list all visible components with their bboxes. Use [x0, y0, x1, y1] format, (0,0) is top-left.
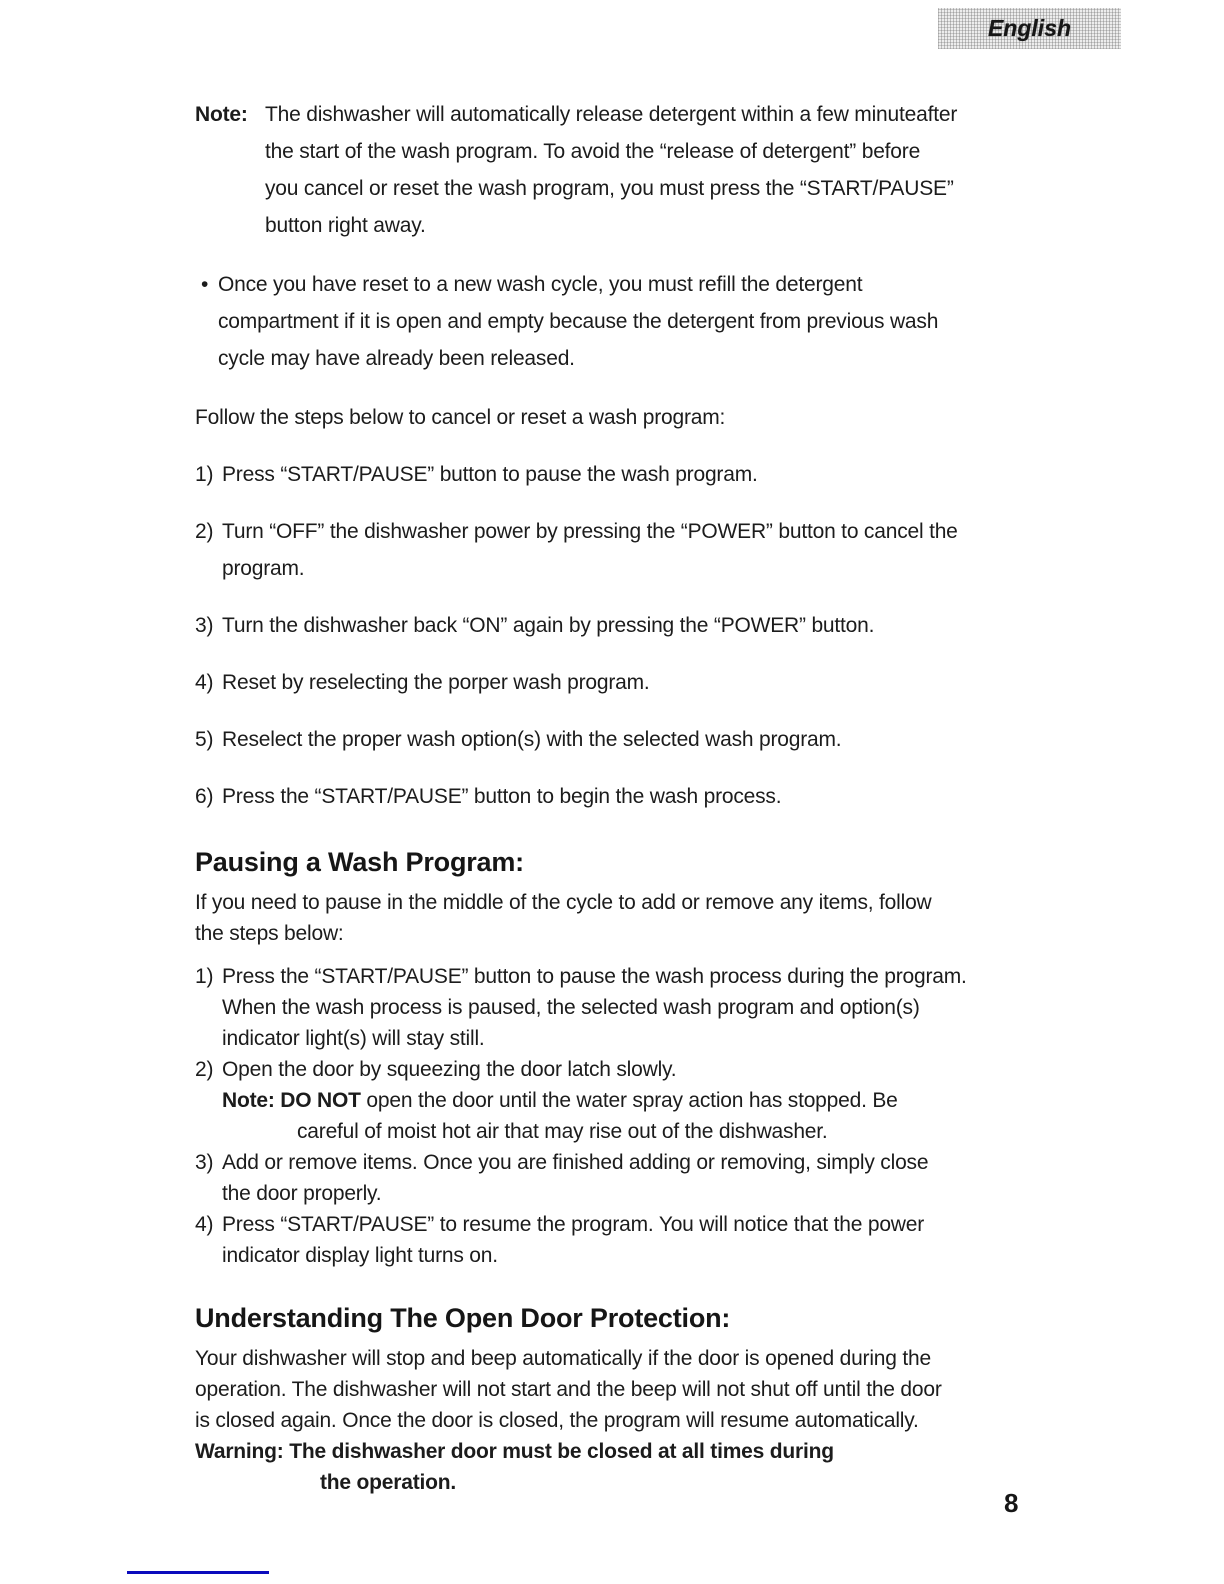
language-tab-label: English: [987, 15, 1072, 41]
text-line: button right away.: [265, 214, 426, 237]
text-line: the start of the wash program. To avoid the “release of detergent” before: [265, 140, 921, 163]
step-number: 1): [195, 965, 214, 988]
pausing-note: [195, 1085, 1025, 1147]
text-line: the door properly.: [222, 1182, 382, 1205]
note-label: Note:: [195, 103, 248, 126]
text-line: If you need to pause in the middle of the cycle to add or remove any items, follow: [195, 891, 932, 914]
text-line: Add or remove items. Once you are finished adding or removing, simply close: [222, 1151, 929, 1174]
text-line: Turn “OFF” the dishwasher power by pressing the “POWER” button to cancel the: [222, 520, 958, 543]
text-line: you cancel or reset the wash program, you must press the “START/PAUSE”: [265, 177, 954, 200]
text-line: Press “START/PAUSE” to resume the program. You will notice that the power: [222, 1213, 925, 1236]
pausing-intro: [195, 887, 1025, 949]
section-heading-pausing: Pausing a Wash Program:: [195, 847, 524, 877]
pausing-step-1: [195, 961, 1025, 1054]
text-line: Reset by reselecting the porper wash program.: [222, 671, 650, 694]
step-number: 3): [195, 1151, 214, 1174]
pausing-step-4: [195, 1209, 1025, 1271]
cancel-step-1: [195, 456, 1025, 493]
note-paragraph: [195, 96, 1025, 244]
step-number: 2): [195, 520, 214, 543]
text-line: indicator light(s) will stay still.: [222, 1027, 485, 1050]
warning-line: the operation.: [320, 1471, 457, 1494]
text-line: Reselect the proper wash option(s) with the selected wash program.: [222, 728, 842, 751]
text-line: program.: [222, 557, 305, 580]
pausing-step-2: [195, 1054, 1025, 1085]
cancel-step-4: [195, 664, 1025, 701]
text-line: Your dishwasher will stop and beep automatically if the door is opened during the: [195, 1347, 931, 1370]
cancel-step-2: [195, 513, 1025, 587]
text-line: The dishwasher will automatically release detergent within a few minuteafter: [265, 103, 958, 126]
warning-line: Warning: The dishwasher door must be closed at all times during: [195, 1440, 834, 1463]
pausing-step-3: [195, 1147, 1025, 1209]
pausing-note-rest: open the door until the water spray action has stopped. Be: [360, 1089, 898, 1112]
text-line: operation. The dishwasher will not start and the beep will not shut off until the door: [195, 1378, 942, 1401]
cancel-steps-intro: Follow the steps below to cancel or reset a wash program:: [195, 406, 726, 429]
footer-rule: [127, 1571, 269, 1574]
text-line: careful of moist hot air that may rise out of the dishwasher.: [297, 1120, 828, 1143]
text-line: Press the “START/PAUSE” button to pause the wash process during the program.: [222, 965, 967, 988]
text-line: Turn the dishwasher back “ON” again by pressing the “POWER” button.: [222, 614, 875, 637]
bullet-paragraph: [201, 266, 1025, 377]
step-number: 5): [195, 728, 214, 751]
bullet-icon: •: [201, 273, 209, 296]
text-line: Open the door by squeezing the door latch slowly.: [222, 1058, 677, 1081]
open-door-paragraph: [195, 1343, 1025, 1436]
text-line: cycle may have already been released.: [218, 347, 575, 370]
cancel-step-5: [195, 721, 1025, 758]
language-tab: [938, 8, 1121, 49]
step-number: 1): [195, 463, 214, 486]
text-line: Press the “START/PAUSE” button to begin the wash process.: [222, 785, 782, 808]
text-line: Press “START/PAUSE” button to pause the wash program.: [222, 463, 758, 486]
warning-paragraph: [195, 1436, 1025, 1498]
step-number: 4): [195, 671, 214, 694]
step-number: 4): [195, 1213, 214, 1236]
text-line: compartment if it is open and empty because the detergent from previous wash: [218, 310, 939, 333]
step-number: 3): [195, 614, 214, 637]
text-line: [222, 1085, 1025, 1116]
step-number: 6): [195, 785, 214, 808]
text-line: indicator display light turns on.: [222, 1244, 498, 1267]
pausing-note-label: Note: DO NOT: [222, 1089, 361, 1112]
cancel-step-3: [195, 607, 1025, 644]
page-number: 8: [1004, 1488, 1019, 1518]
text-line: When the wash process is paused, the selected wash program and option(s): [222, 996, 920, 1019]
text-line: the steps below:: [195, 922, 344, 945]
text-line: Once you have reset to a new wash cycle, you must refill the detergent: [218, 273, 863, 296]
section-heading-open-door: Understanding The Open Door Protection:: [195, 1303, 731, 1333]
cancel-step-6: [195, 778, 1025, 815]
text-line: is closed again. Once the door is closed, the program will resume automatically.: [195, 1409, 919, 1432]
step-number: 2): [195, 1058, 214, 1081]
page-content: [195, 96, 1025, 1498]
